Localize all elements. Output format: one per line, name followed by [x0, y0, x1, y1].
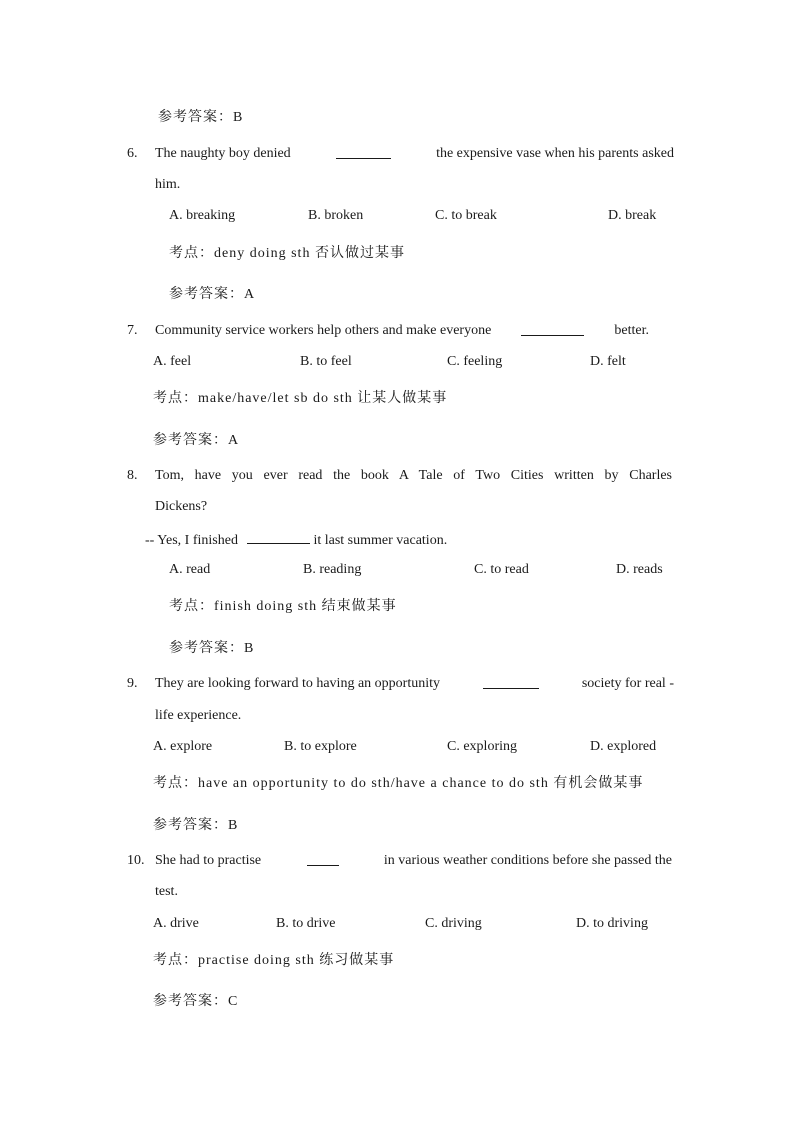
answer-blank — [307, 853, 339, 866]
option-c: C. driving — [425, 916, 482, 931]
test-point: 考点：practise doing sth 练习做某事 — [153, 953, 395, 968]
question-number: 7. — [127, 323, 138, 338]
question-text-line — [155, 853, 672, 869]
question-text-line: Dickens? — [155, 499, 208, 514]
option-a: A. explore — [153, 739, 213, 754]
option-a: A. read — [169, 562, 211, 577]
reference-answer: 参考答案：B — [169, 641, 255, 656]
question-text-line: test. — [155, 884, 178, 899]
test-point: 考点：make/have/let sb do sth 让某人做某事 — [153, 391, 448, 406]
reference-answer: 参考答案：B — [153, 818, 239, 833]
option-d: D. reads — [616, 562, 663, 577]
question-number: 10. — [127, 853, 145, 868]
answer-blank — [521, 323, 584, 336]
option-c: C. to read — [474, 562, 529, 577]
question-text-line — [155, 323, 649, 339]
option-b: B. to feel — [300, 354, 352, 369]
stem-part-1: They are looking forward to having an opportunity — [155, 676, 440, 691]
option-c: C. feeling — [447, 354, 503, 369]
option-b: B. broken — [308, 208, 364, 223]
question-text-line: life experience. — [155, 708, 242, 723]
option-d: D. felt — [590, 354, 626, 369]
question-number: 8. — [127, 468, 138, 483]
option-a: A. drive — [153, 916, 199, 931]
option-d: D. to driving — [576, 916, 648, 931]
option-d: D. break — [608, 208, 657, 223]
option-b: B. reading — [303, 562, 362, 577]
question-text-line — [155, 676, 674, 692]
question-text-line: him. — [155, 177, 181, 192]
option-c: C. exploring — [447, 739, 517, 754]
stem-part-2: in various weather conditions before she passed the — [383, 853, 672, 868]
test-point: 考点：deny doing sth 否认做过某事 — [169, 246, 405, 261]
option-b: B. to drive — [276, 916, 336, 931]
reply-line — [145, 531, 447, 549]
reference-answer: 参考答案：A — [153, 433, 240, 448]
reply-part-1: -- Yes, I finished — [145, 533, 238, 548]
answer-q5: 参考答案：B — [158, 110, 244, 125]
question-number: 6. — [127, 146, 138, 161]
stem-part-2: better. — [614, 323, 649, 338]
option-d: D. explored — [590, 739, 657, 754]
stem-part-2: the expensive vase when his parents asked — [436, 146, 674, 161]
question-text-line: Tom, have you ever read the book A Tale of Two Cities written by Charles — [155, 468, 672, 483]
reply-part-2: it last summer vacation. — [313, 533, 448, 548]
answer-blank — [336, 146, 391, 159]
test-point: 考点：have an opportunity to do sth/have a chance to do sth 有机会做某事 — [153, 776, 644, 791]
option-a: A. feel — [153, 354, 192, 369]
stem-part-1: The naughty boy denied — [155, 146, 291, 161]
option-a: A. breaking — [169, 208, 236, 223]
answer-blank — [483, 676, 539, 689]
option-c: C. to break — [435, 208, 497, 223]
question-text-line — [155, 146, 674, 162]
test-point: 考点：finish doing sth 结束做某事 — [169, 599, 397, 614]
stem-part-1: Community service workers help others and make everyone — [155, 323, 492, 338]
option-b: B. to explore — [284, 739, 357, 754]
reference-answer: 参考答案：C — [153, 994, 239, 1009]
stem-part-2: society for real - — [581, 676, 674, 691]
answer-blank — [247, 531, 310, 544]
question-number: 9. — [127, 676, 138, 691]
reference-answer: 参考答案：A — [169, 287, 256, 302]
stem-part-1: She had to practise — [155, 853, 262, 868]
